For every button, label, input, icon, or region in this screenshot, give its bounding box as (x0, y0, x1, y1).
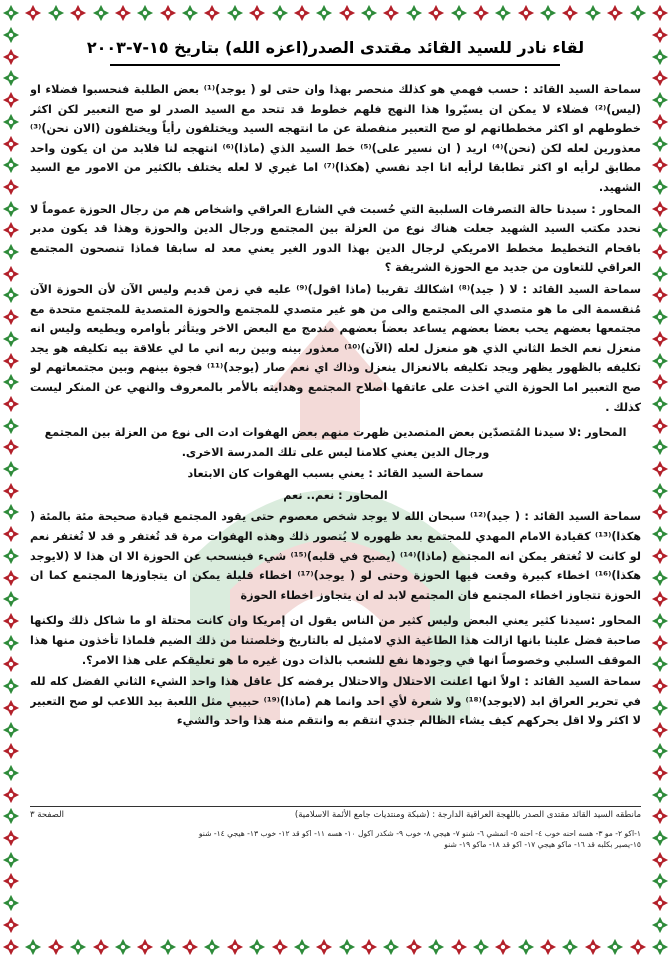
border-ornament-icon (2, 525, 20, 543)
border-ornament-icon (2, 634, 20, 652)
border-ornament-icon (338, 938, 356, 956)
border-ornament-icon (450, 938, 468, 956)
page-number: الصفحة ٣ (30, 810, 64, 820)
border-ornament-icon (517, 938, 535, 956)
border-ornament-icon (651, 807, 669, 825)
border-ornament-icon (651, 286, 669, 304)
border-ornament-icon (651, 48, 669, 66)
border-ornament-icon (226, 938, 244, 956)
footer-divider (30, 806, 641, 807)
border-ornament-icon (2, 352, 20, 370)
border-ornament-icon (651, 395, 669, 413)
paragraph: سماحة السيد القائد : اولاً انها اعلنت الاحتلال والاحتلال يرفضه كل عاقل هذا واحد الشيء الثاني الفضل كله لله في تحرير العراق ابد (لايوجد)⁽¹⁸⁾ ولا شعرة لأي احد وانما هم (ماذا)⁽¹⁹⁾ حبيبي مثل اللعبة بيد اللاعب لو صح التعبير لا اكثر ولا اقل يحركهم كيف يشاء الظالم جندي انتقم به وانتقم منه هذا واحد والشيء (30, 675, 641, 728)
page-title: لقاء نادر للسيد القائد مقتدى الصدر(اعزه الله) بتاريخ ١٥-٧-٢٠٠٣ (86, 38, 585, 57)
border-ornament-icon (2, 69, 20, 87)
border-ornament-icon (2, 851, 20, 869)
border-ornament-icon (203, 938, 221, 956)
border-ornament-icon (2, 872, 20, 890)
border-ornament-icon (651, 460, 669, 478)
border-ornament-icon (382, 938, 400, 956)
border-ornament-icon (271, 938, 289, 956)
border-ornament-icon (651, 569, 669, 587)
paragraph: المحاور :لا سيدنا المُتصدّين بعض المتصدين ظهرت منهم بعض الهفوات ادت الى نوع من العزلة بين المجتمع ورجال الدين يعني كلامنا ليس على تلك المدرسة الاخرى. (44, 426, 627, 459)
border-ornament-icon (136, 4, 154, 22)
border-ornament-icon (69, 4, 87, 22)
border-ornament-icon (2, 764, 20, 782)
border-ornament-icon (405, 938, 423, 956)
border-ornament-icon (651, 4, 669, 22)
border-ornament-icon (181, 4, 199, 22)
border-ornament-icon (2, 373, 20, 391)
border-ornament-icon (2, 677, 20, 695)
border-ornament-icon (606, 4, 624, 22)
border-ornament-icon (651, 373, 669, 391)
border-ornament-icon (584, 938, 602, 956)
border-ornament-icon (539, 938, 557, 956)
border-ornament-icon (2, 894, 20, 912)
border-ornament-icon (248, 4, 266, 22)
border-ornament-icon (651, 547, 669, 565)
border-ornament-icon (114, 938, 132, 956)
border-ornament-icon (651, 156, 669, 174)
border-ornament-icon (651, 26, 669, 44)
footnotes-line: ١-اكو ٢- مو ٣- هسه احنه خوب ٤- احنه ٥- انمشي ٦- شنو ٧- هيجي ٨- خوب ٩- شكدر اكول ١٠- هسه ١١- اكو قد ١٢- خوب ١٣- هيجي ١٤- شنو (198, 829, 641, 838)
border-ornament-icon (47, 938, 65, 956)
border-ornament-icon (360, 938, 378, 956)
paragraph: سماحة السيد القائد : يعني بسبب الهفوات كان الابتعاد (187, 467, 484, 481)
border-ornament-icon (651, 872, 669, 890)
border-ornament-icon (2, 829, 20, 847)
border-ornament-icon (338, 4, 356, 22)
border-ornament-icon (651, 742, 669, 760)
border-ornament-icon (651, 438, 669, 456)
border-ornament-icon (651, 612, 669, 630)
border-ornament-icon (651, 699, 669, 717)
paragraph: سماحة السيد القائد : ( جيد)⁽¹²⁾ سبحان الله لا يوجد شخص معصوم حتى يقود المجتمع قيادة صحيحة مئة بالمئة ( هكذا)⁽¹³⁾ كقيادة الامام المهدي للمجتمع بعد ظهوره لا يُتصور ذلك وهذه الهفوات مرة قد تُغتفر و قد لا تُغتفر نعم لو كانت لا تُغتفر يمكن انه المجتمع (ماذا)⁽¹⁴⁾ (يصبح في قلبه)⁽¹⁵⁾ شيء فينسحب عن الحوزة الا ان هذا لا (لايوجد هكذا)⁽¹⁶⁾ اخطاء كبيرة وقعت فيها الحوزة وحتى لو ( يوجد)⁽¹⁷⁾ اخطاء قليلة يمكن ان يتجاوزها المجتمع كما ان الحوزة تتجاوز اخطاء المجتمع فان المجتمع لابد له ان يتجاوز اخطاء الحوزة (30, 510, 641, 602)
border-ornament-icon (651, 916, 669, 934)
border-ornament-icon (651, 308, 669, 326)
border-ornament-icon (651, 417, 669, 435)
border-ornament-icon (2, 4, 20, 22)
border-ornament-icon (2, 612, 20, 630)
border-ornament-icon (2, 916, 20, 934)
border-ornament-icon (651, 938, 669, 956)
border-ornament-icon (651, 221, 669, 239)
border-ornament-icon (651, 590, 669, 608)
border-ornament-icon (2, 26, 20, 44)
border-ornament-icon (2, 113, 20, 131)
border-ornament-icon (629, 4, 647, 22)
border-ornament-icon (2, 286, 20, 304)
border-ornament-icon (2, 569, 20, 587)
border-ornament-icon (2, 590, 20, 608)
footnotes-line: ١٥-يصير بكلبه قد ١٦- ماكو هيجي ١٧- اكو قد ١٨- ماكو ١٩- شنو (444, 840, 641, 849)
border-ornament-icon (293, 4, 311, 22)
border-ornament-icon (651, 482, 669, 500)
border-ornament-icon (405, 4, 423, 22)
border-ornament-icon (2, 91, 20, 109)
border-ornament-icon (2, 721, 20, 739)
footer-source: مانطقه السيد القائد مقتدى الصدر باللهجة العراقية الدارجة : (شبكة ومنتديات جامع الأئمة الاسلامية) (294, 810, 641, 820)
border-ornament-icon (92, 938, 110, 956)
decorative-border-bottom (0, 934, 671, 960)
border-ornament-icon (2, 395, 20, 413)
border-ornament-icon (2, 438, 20, 456)
border-ornament-icon (651, 265, 669, 283)
border-ornament-icon (2, 330, 20, 348)
footnotes (30, 828, 641, 850)
border-ornament-icon (315, 938, 333, 956)
border-ornament-icon (651, 243, 669, 261)
border-ornament-icon (315, 4, 333, 22)
border-ornament-icon (651, 894, 669, 912)
border-ornament-icon (539, 4, 557, 22)
border-ornament-icon (517, 4, 535, 22)
border-ornament-icon (24, 938, 42, 956)
decorative-border-right (649, 26, 671, 934)
border-ornament-icon (2, 482, 20, 500)
border-ornament-icon (494, 4, 512, 22)
border-ornament-icon (382, 4, 400, 22)
decorative-border-top (0, 0, 671, 26)
border-ornament-icon (248, 938, 266, 956)
border-ornament-icon (2, 200, 20, 218)
paragraph: المحاور :سيدنا كثير يعني البعض وليس كثير من الناس يقول ان إمريكا وان كانت محتلة او ما شاكل ذلك ولكنها صاحبة فضل علينا بانها ازالت هذا الطاغية الذي لامثيل له بالتاريخ وخلصتنا من ذلك الضيم فلماذا تأخذون منها هذا الموقف السلبي وخصوصاً انها في وجودها نفع للشعب بالذات دون غيره ما هو تعليقكم على هذا الامر؟. (30, 614, 641, 667)
border-ornament-icon (561, 938, 579, 956)
border-ornament-icon (2, 460, 20, 478)
border-ornament-icon (651, 721, 669, 739)
border-ornament-icon (651, 69, 669, 87)
border-ornament-icon (651, 525, 669, 543)
border-ornament-icon (47, 4, 65, 22)
border-ornament-icon (271, 4, 289, 22)
border-ornament-icon (651, 655, 669, 673)
paragraph: سماحة السيد القائد : لا ( جيد)⁽⁸⁾ اشكالك تقريبا (ماذا اقول)⁽⁹⁾ عليه في زمن قديم وليس الآن لأن الحوزة الآن مُنقسمة الى ما هو متصدي الى المجتمع والى من هو غير متصدي للمجتمع والحوزة المتصدية للمجتمع متحدة مع مجتمعها بعضهم يحب بعضا بعضهم يساعد بعضاً بعضهم مندمج مع البعض الاخر ويتأثر بأوامره ويطيعه وليس انه منعزل نعم الخط الثاني الذي هو منعزل لعله (الآن)⁽¹⁰⁾ معذور بينه وبين ربه اني ما لي علاقة بيه تكليفه هو يجد تكليفه بالظهور يظهر ويجد تكليفه بالانعزال ينعزل وذاك اي نعم صار (يوجد)⁽¹¹⁾ فجوة بينهم وبين مجتمعاتهم لو صح التعبير اما الحوزة التي اخذت على عاتقها اصلاح المجتمع وهدايته بالأمر بالمعروف والنهي عن المنكر ليست كذلك . (30, 282, 641, 414)
border-ornament-icon (226, 4, 244, 22)
border-ornament-icon (2, 178, 20, 196)
border-ornament-icon (651, 677, 669, 695)
border-ornament-icon (494, 938, 512, 956)
border-ornament-icon (2, 308, 20, 326)
paragraph: سماحة السيد القائد : حسب فهمي هو كذلك منحصر بهذا وان حتى لو ( يوجد)⁽¹⁾ بعض الطلبة فنحسبوا فضلاء او (ليس)⁽²⁾ فضلاء لا يمكن ان يسيّروا هذا النهج فلهم خطوط قد تتحد مع السيد الصدر لو صح التعبير لكن اكثر خطوطهم او اكثر مخططاتهم لو صح التعبير منفصلة عن ما انتهجه السيد ويختلفون رأياً ويختلفون (الان نحن)⁽³⁾ معذورين لعله لكن (نحن)⁽⁴⁾ اريد ( ان نسير على)⁽⁵⁾ خط السيد الذي (ماذا)⁽⁶⁾ انتهجه لنا فلابد من ان يكون واحد مطابق لرأيه او اكثر تطابقا لرأيه انا اجد نفسي (هكذا)⁽⁷⁾ اما غيري لا لعله يختلف بالكثير من الامور مع السيد الشهيد. (30, 83, 641, 194)
border-ornament-icon (2, 655, 20, 673)
border-ornament-icon (651, 113, 669, 131)
border-ornament-icon (651, 200, 669, 218)
border-ornament-icon (2, 786, 20, 804)
border-ornament-icon (651, 135, 669, 153)
border-ornament-icon (2, 221, 20, 239)
border-ornament-icon (2, 156, 20, 174)
border-ornament-icon (472, 938, 490, 956)
decorative-border-left (0, 26, 22, 934)
border-ornament-icon (360, 4, 378, 22)
border-ornament-icon (450, 4, 468, 22)
border-ornament-icon (203, 4, 221, 22)
border-ornament-icon (561, 4, 579, 22)
border-ornament-icon (651, 829, 669, 847)
border-ornament-icon (2, 265, 20, 283)
border-ornament-icon (472, 4, 490, 22)
border-ornament-icon (651, 764, 669, 782)
border-ornament-icon (114, 4, 132, 22)
border-ornament-icon (651, 91, 669, 109)
border-ornament-icon (651, 330, 669, 348)
border-ornament-icon (2, 547, 20, 565)
border-ornament-icon (427, 4, 445, 22)
border-ornament-icon (2, 938, 20, 956)
paragraph: المحاور : نعم.. نعم (283, 488, 388, 502)
border-ornament-icon (2, 742, 20, 760)
border-ornament-icon (2, 503, 20, 521)
border-ornament-icon (651, 634, 669, 652)
border-ornament-icon (629, 938, 647, 956)
border-ornament-icon (606, 938, 624, 956)
border-ornament-icon (92, 4, 110, 22)
border-ornament-icon (651, 352, 669, 370)
border-ornament-icon (651, 786, 669, 804)
border-ornament-icon (2, 807, 20, 825)
border-ornament-icon (24, 4, 42, 22)
border-ornament-icon (136, 938, 154, 956)
border-ornament-icon (181, 938, 199, 956)
border-ornament-icon (2, 48, 20, 66)
title-underline (110, 64, 560, 66)
border-ornament-icon (427, 938, 445, 956)
paragraph: المحاور : سيدنا حالة التصرفات السلبية التي حُسبت في الشارع العراقي واشخاص هم من رجال الحوزة عموماً لا نحدد مكتب السيد الشهيد جعلت هناك نوع من العزلة بين المجتمع ورجال الدين والحوزة وهذا قد يكون مدبر باقحام التخطيط مخطط الامريكي لرجال الدين بهذا الدور الغير يعني معد له سابقا فماذا تنصحون المجتمع العراقي للتعاون من جديد مع الحوزة الشريفة ؟ (30, 202, 641, 275)
border-ornament-icon (651, 178, 669, 196)
border-ornament-icon (69, 938, 87, 956)
border-ornament-icon (159, 4, 177, 22)
border-ornament-icon (651, 503, 669, 521)
border-ornament-icon (2, 243, 20, 261)
border-ornament-icon (2, 699, 20, 717)
border-ornament-icon (2, 417, 20, 435)
border-ornament-icon (584, 4, 602, 22)
interview-text (30, 80, 641, 800)
border-ornament-icon (2, 135, 20, 153)
border-ornament-icon (651, 851, 669, 869)
border-ornament-icon (159, 938, 177, 956)
border-ornament-icon (293, 938, 311, 956)
